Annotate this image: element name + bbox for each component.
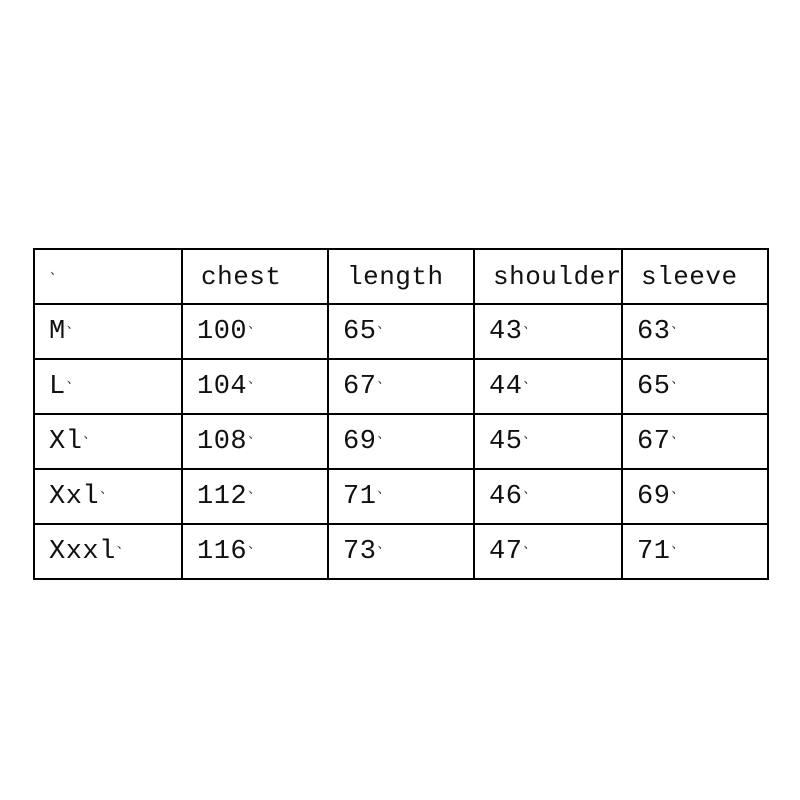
marker-glyph: 、: [523, 371, 537, 386]
marker-glyph: 、: [671, 481, 685, 496]
marker-glyph: 、: [523, 316, 537, 331]
cell-size-value: L: [49, 372, 66, 402]
marker-glyph: 、: [248, 426, 262, 441]
cell-length: [328, 359, 474, 414]
cell-chest: [182, 524, 328, 579]
cell-size: [34, 414, 182, 469]
cell-sleeve-value: 67: [637, 427, 671, 457]
cell-length-value: 71: [343, 482, 377, 512]
cell-chest-value: 108: [197, 427, 248, 457]
marker-glyph: 、: [248, 371, 262, 386]
marker-glyph: 、: [66, 371, 81, 386]
cell-shoulder-value: 45: [489, 427, 523, 457]
table-row: [34, 304, 768, 359]
column-header-sleeve-label: sleeve: [641, 261, 738, 292]
marker-glyph: 、: [377, 536, 391, 551]
marker-glyph: 、: [248, 481, 262, 496]
marker-glyph: 、: [671, 536, 685, 551]
cell-length: [328, 414, 474, 469]
cell-shoulder: [474, 359, 622, 414]
cell-size-value: Xxl: [49, 482, 100, 512]
cell-size: [34, 469, 182, 524]
cell-chest-value: 104: [197, 372, 248, 402]
cell-size-value: Xxxl: [49, 537, 116, 567]
marker-glyph: 、: [377, 371, 391, 386]
marker-glyph: 、: [523, 426, 537, 441]
cell-length-value: 65: [343, 317, 377, 347]
marker-glyph: 、: [83, 426, 97, 441]
cell-length: [328, 469, 474, 524]
cell-sleeve-value: 71: [637, 537, 671, 567]
cell-shoulder-value: 44: [489, 372, 523, 402]
cell-length: [328, 524, 474, 579]
marker-glyph: 、: [248, 316, 262, 331]
size-chart-table: [33, 248, 769, 580]
cell-size-value: Xl: [49, 427, 83, 457]
marker-glyph: 、: [377, 426, 391, 441]
column-header-shoulder-label: shoulder: [493, 261, 622, 292]
cell-sleeve: [622, 359, 768, 414]
cell-size-value: M: [49, 317, 66, 347]
column-header-length: [328, 249, 474, 304]
cell-sleeve-value: 63: [637, 317, 671, 347]
marker-glyph: 、: [377, 481, 391, 496]
cell-sleeve: [622, 469, 768, 524]
table-row: [34, 359, 768, 414]
cell-shoulder: [474, 469, 622, 524]
cell-sleeve-value: 65: [637, 372, 671, 402]
cell-chest-value: 100: [197, 317, 248, 347]
marker-glyph: 、: [671, 371, 685, 386]
cell-sleeve: [622, 524, 768, 579]
marker-glyph: 、: [116, 536, 131, 551]
marker-glyph: 、: [377, 316, 391, 331]
cell-chest: [182, 304, 328, 359]
table-row: [34, 469, 768, 524]
cell-shoulder-value: 46: [489, 482, 523, 512]
table-header-row: [34, 249, 768, 304]
cell-shoulder: [474, 524, 622, 579]
cell-sleeve: [622, 304, 768, 359]
column-header-shoulder: [474, 249, 622, 304]
marker-glyph: 、: [248, 536, 262, 551]
cell-length-value: 67: [343, 372, 377, 402]
marker-glyph: 、: [523, 481, 537, 496]
marker-glyph: 、: [671, 426, 685, 441]
cell-length-value: 73: [343, 537, 377, 567]
cell-size: [34, 304, 182, 359]
size-chart-container: [33, 248, 767, 580]
column-header-chest-label: chest: [201, 261, 282, 292]
cell-chest: [182, 359, 328, 414]
cell-shoulder: [474, 304, 622, 359]
cell-shoulder: [474, 414, 622, 469]
cell-chest: [182, 469, 328, 524]
column-header-length-label: length: [347, 261, 444, 292]
column-header-sleeve: [622, 249, 768, 304]
marker-glyph: 、: [66, 316, 81, 331]
column-header-size: [34, 249, 182, 304]
cell-shoulder-value: 47: [489, 537, 523, 567]
cell-size: [34, 359, 182, 414]
cell-shoulder-value: 43: [489, 317, 523, 347]
marker-glyph: 、: [100, 481, 114, 496]
cell-sleeve-value: 69: [637, 482, 671, 512]
cell-chest: [182, 414, 328, 469]
column-header-chest: [182, 249, 328, 304]
cell-sleeve: [622, 414, 768, 469]
cell-size: [34, 524, 182, 579]
cell-length: [328, 304, 474, 359]
table-row: [34, 414, 768, 469]
marker-glyph: 、: [671, 316, 685, 331]
marker-glyph: 、: [523, 536, 537, 551]
cell-chest-value: 112: [197, 482, 248, 512]
cell-length-value: 69: [343, 427, 377, 457]
table-row: [34, 524, 768, 579]
cell-chest-value: 116: [197, 537, 248, 567]
marker-glyph: 、: [50, 262, 64, 278]
